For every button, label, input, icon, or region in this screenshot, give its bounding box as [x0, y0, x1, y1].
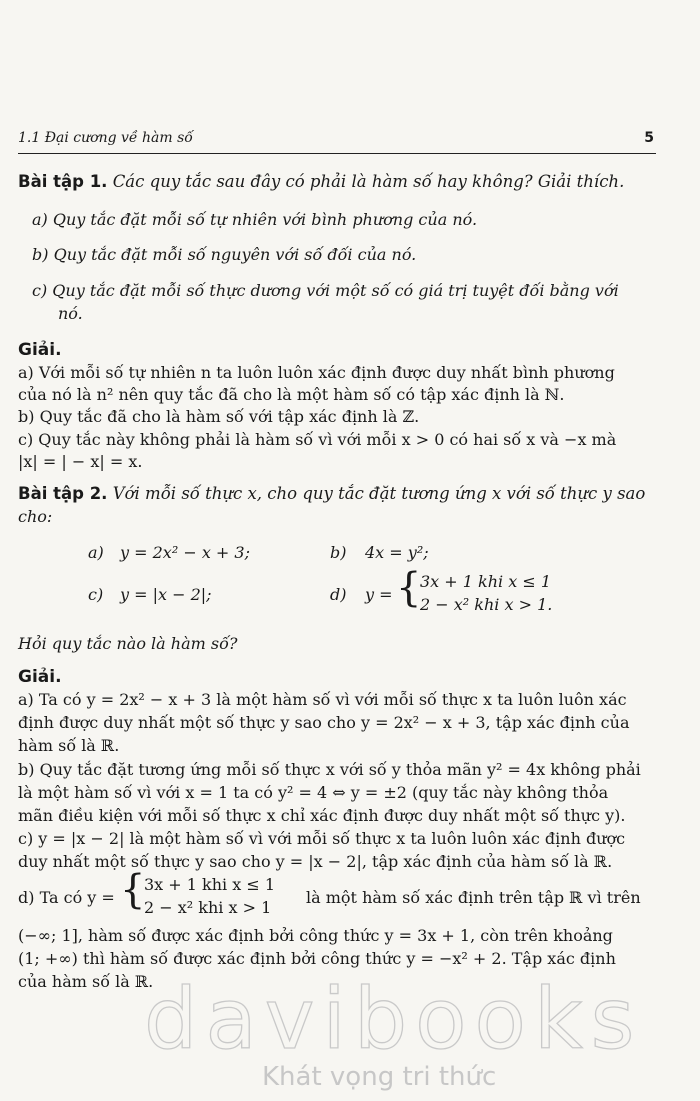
exercise-2-ask: Hỏi quy tắc nào là hàm số?: [18, 634, 238, 653]
solution-2-line: c) y = |x − 2| là một hàm số vì với mỗi số thực x ta luôn luôn xác định được: [18, 829, 626, 848]
exercise-1-item-c: c) Quy tắc đặt mỗi số thực dương với một số có giá trị tuyệt đối bằng với: [32, 281, 619, 300]
solution-1-line: của nó là n² nên quy tắc đã cho là một hàm số có tập xác định là ℕ.: [18, 385, 565, 404]
exercise-2: [18, 484, 645, 503]
watermark-brand: davibooks: [144, 970, 643, 1068]
solution-2-line: của hàm số là ℝ.: [18, 972, 154, 991]
solution-2-line: a) Ta có y = 2x² − x + 3 là một hàm số vì với mỗi số thực x ta luôn luôn xác: [18, 690, 627, 709]
exercise-2-c-label: c): [88, 585, 104, 604]
exercise-2-d-label: d): [330, 585, 347, 604]
exercise-1-label: Bài tập 1.: [18, 172, 108, 191]
exercise-2-question: Với mỗi số thực x, cho quy tắc đặt tương ứng x với số thực y sao: [112, 484, 646, 503]
exercise-1-item-a: a) Quy tắc đặt mỗi số tự nhiên với bình phương của nó.: [32, 210, 478, 229]
solution-2-d-suffix: là một hàm số xác định trên tập ℝ vì trên: [306, 888, 641, 907]
solution-2-line: (−∞; 1], hàm số được xác định bởi công thức y = 3x + 1, còn trên khoảng: [18, 926, 613, 945]
exercise-2-a-formula: y = 2x² − x + 3;: [120, 543, 250, 562]
exercise-2-d-case-1: 3x + 1 khi x ≤ 1: [420, 572, 552, 591]
exercise-2-label: Bài tập 2.: [18, 484, 108, 503]
solution-2-line: b) Quy tắc đặt tương ứng mỗi số thực x với số y thỏa mãn y² = 4x không phải: [18, 760, 641, 779]
exercise-2-d-case-2: 2 − x² khi x > 1.: [420, 595, 553, 614]
solution-1-line: c) Quy tắc này không phải là hàm số vì với mỗi x > 0 có hai số x và −x mà: [18, 430, 617, 449]
solution-1-heading: Giải.: [18, 340, 62, 360]
solution-2-line: định được duy nhất một số thực y sao cho y = 2x² − x + 3, tập xác định của: [18, 713, 630, 732]
page-number: 5: [644, 130, 654, 146]
exercise-2-b-label: b): [330, 543, 347, 562]
exercise-1-item-c-cont: nó.: [58, 304, 83, 323]
watermark-slogan: Khát vọng tri thức: [262, 1062, 497, 1092]
solution-2-d-case-2: 2 − x² khi x > 1: [144, 898, 272, 917]
solution-2-line: hàm số là ℝ.: [18, 736, 120, 755]
exercise-2-question-cont: cho:: [18, 507, 53, 526]
solution-2-line: (1; +∞) thì hàm số được xác định bởi công thức y = −x² + 2. Tập xác định: [18, 949, 616, 968]
exercise-2-a-label: a): [88, 543, 104, 562]
header-rule: [18, 153, 656, 154]
exercise-1-question: Các quy tắc sau đây có phải là hàm số hay không? Giải thích.: [112, 172, 625, 191]
solution-1-line: a) Với mỗi số tự nhiên n ta luôn luôn xác định được duy nhất bình phương: [18, 363, 615, 382]
exercise-1: [18, 172, 624, 191]
exercise-2-c-formula: y = |x − 2|;: [120, 585, 212, 604]
exercise-2-b-formula: 4x = y²;: [365, 543, 429, 562]
solution-1-line: b) Quy tắc đã cho là hàm số với tập xác định là ℤ.: [18, 407, 420, 426]
exercise-1-item-b: b) Quy tắc đặt mỗi số nguyên với số đối của nó.: [32, 245, 417, 264]
solution-2-line: là một hàm số vì với x = 1 ta có y² = 4 ⇔ y = ±2 (quy tắc này không thỏa: [18, 783, 609, 802]
left-brace-icon: {: [120, 867, 146, 913]
solution-2-line: duy nhất một số thực y sao cho y = |x − 2|, tập xác định của hàm số là ℝ.: [18, 852, 613, 871]
solution-1-line: |x| = | − x| = x.: [18, 452, 143, 471]
exercise-2-d-lhs: y =: [365, 585, 393, 604]
solution-2-d-case-1: 3x + 1 khi x ≤ 1: [144, 875, 276, 894]
solution-2-d-prefix: d) Ta có y =: [18, 888, 115, 907]
section-header: 1.1 Đại cương về hàm số: [18, 130, 193, 146]
left-brace-icon: {: [396, 565, 422, 611]
solution-2-line: mãn điều kiện với mỗi số thực x chỉ xác định được duy nhất một số thực y).: [18, 806, 626, 825]
solution-2-heading: Giải.: [18, 667, 62, 687]
